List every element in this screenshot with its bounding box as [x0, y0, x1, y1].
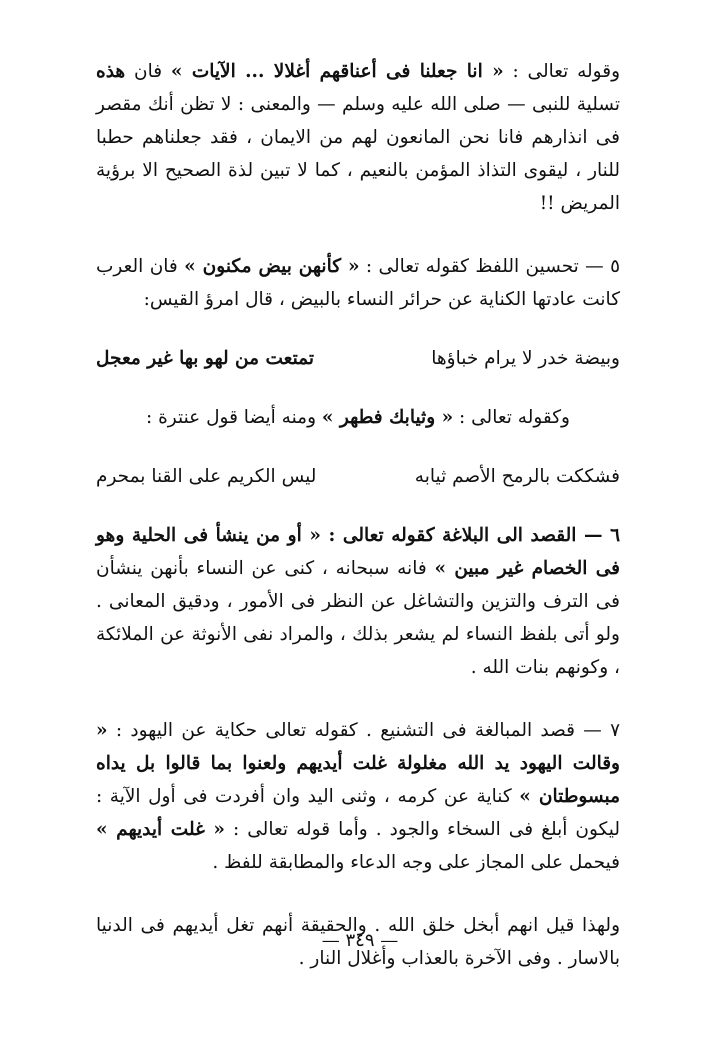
quran-quote: « أو من ينشأ فى الحلية وهو فى الخصام غير مبين »: [96, 525, 620, 579]
verse-second-hemistich: ليس الكريم على القنا بمحرم: [96, 466, 317, 487]
quran-quote: « وثيابك فطهر »: [321, 407, 454, 428]
verse-first-hemistich: فشككت بالرمح الأصم ثيابه: [414, 466, 620, 487]
text-run: ولهذا قيل انهم أبخل خلق الله . والحقيقة أنهم تغل أيديهم فى الدنيا بالاسار . وفى الآخرة بالعذاب وأغلال النار .: [96, 915, 620, 969]
spacer: [96, 879, 620, 909]
spacer: [96, 493, 620, 519]
poetry-verse-antara: [96, 460, 620, 493]
line-antara-intro: [96, 401, 620, 434]
text-run: ومنه أيضا قول عنترة :: [145, 407, 322, 428]
spacer: [96, 434, 620, 460]
quran-quote: « غلت أيديهم »: [96, 819, 225, 840]
text-run: وقوله تعالى :: [503, 61, 621, 82]
paragraph-point-7: [96, 714, 620, 879]
spacer: [96, 375, 620, 401]
verse-first-hemistich: وبيضة خدر لا يرام خباؤها: [431, 348, 620, 369]
poetry-verse-imru-al-qais: [96, 342, 620, 375]
text-run: ٧ — قصد المبالغة فى التشنيع . كقوله تعالى حكاية عن اليهود :: [107, 720, 620, 741]
bold-word: هذه: [96, 61, 126, 82]
text-run: ٥ — تحسين اللفظ كقوله تعالى :: [359, 256, 621, 277]
page-number: — ٣٤٩ —: [321, 930, 399, 951]
spacer: [96, 316, 620, 342]
verse-second-hemistich: تمتعت من لهو بها غير معجل: [96, 348, 314, 369]
paragraph-point-5: [96, 250, 620, 316]
quran-quote: « كأنهن بيض مكنون »: [184, 256, 360, 277]
quran-quote: « انا جعلنا فى أعناقهم أغلالا ... الآيات »: [170, 61, 504, 82]
text-run: فانه سبحانه ، كنى عن النساء بأنهن ينشأن فى الترف والتزين والتشاغل عن النظر فى الأمور ، ودقيق المعانى . ولو أتى بلفظ النساء لم يشعر بذلك ، والمراد نفى الأنوثة عن الملائكة ، وكونهم بنات الله .: [96, 558, 620, 678]
spacer: [96, 220, 620, 250]
text-run: فان: [125, 61, 171, 82]
text-run: تسلية للنبى — صلى الله عليه وسلم — والمعنى : لا تظن أنك مقصر فى انذارهم فانا نحن المانعون لهم من الايمان ، فقد جعلناهم حطبا للنار ، ليقوى التذاذ المؤمن بالنعيم ، كما لا تبين لذة الصحيح الا برؤية المريض !!: [96, 94, 620, 214]
bold-heading: ٦ — القصد الى البلاغة كقوله تعالى :: [320, 525, 620, 546]
text-run: فان العرب كانت عادتها الكناية عن حرائر النساء بالبيض ، قال امرؤ القيس:: [96, 256, 620, 310]
text-run: وكقوله تعالى :: [453, 407, 570, 428]
paragraph-point-6: [96, 519, 620, 684]
paragraph-quran-ya-sin: [96, 55, 620, 220]
spacer: [96, 684, 620, 714]
quran-quote: « وقالت اليهود يد الله مغلولة غلت أيديهم ولعنوا بما قالوا بل يداه مبسوطتان »: [96, 720, 620, 807]
text-run: فيحمل على المجاز على وجه الدعاء والمطابقة للفظ .: [212, 852, 620, 873]
text-run: كناية عن كرمه ، وثنى اليد وان أفردت فى أول الآية : ليكون أبلغ فى السخاء والجود . وأما قوله تعالى :: [96, 786, 620, 840]
